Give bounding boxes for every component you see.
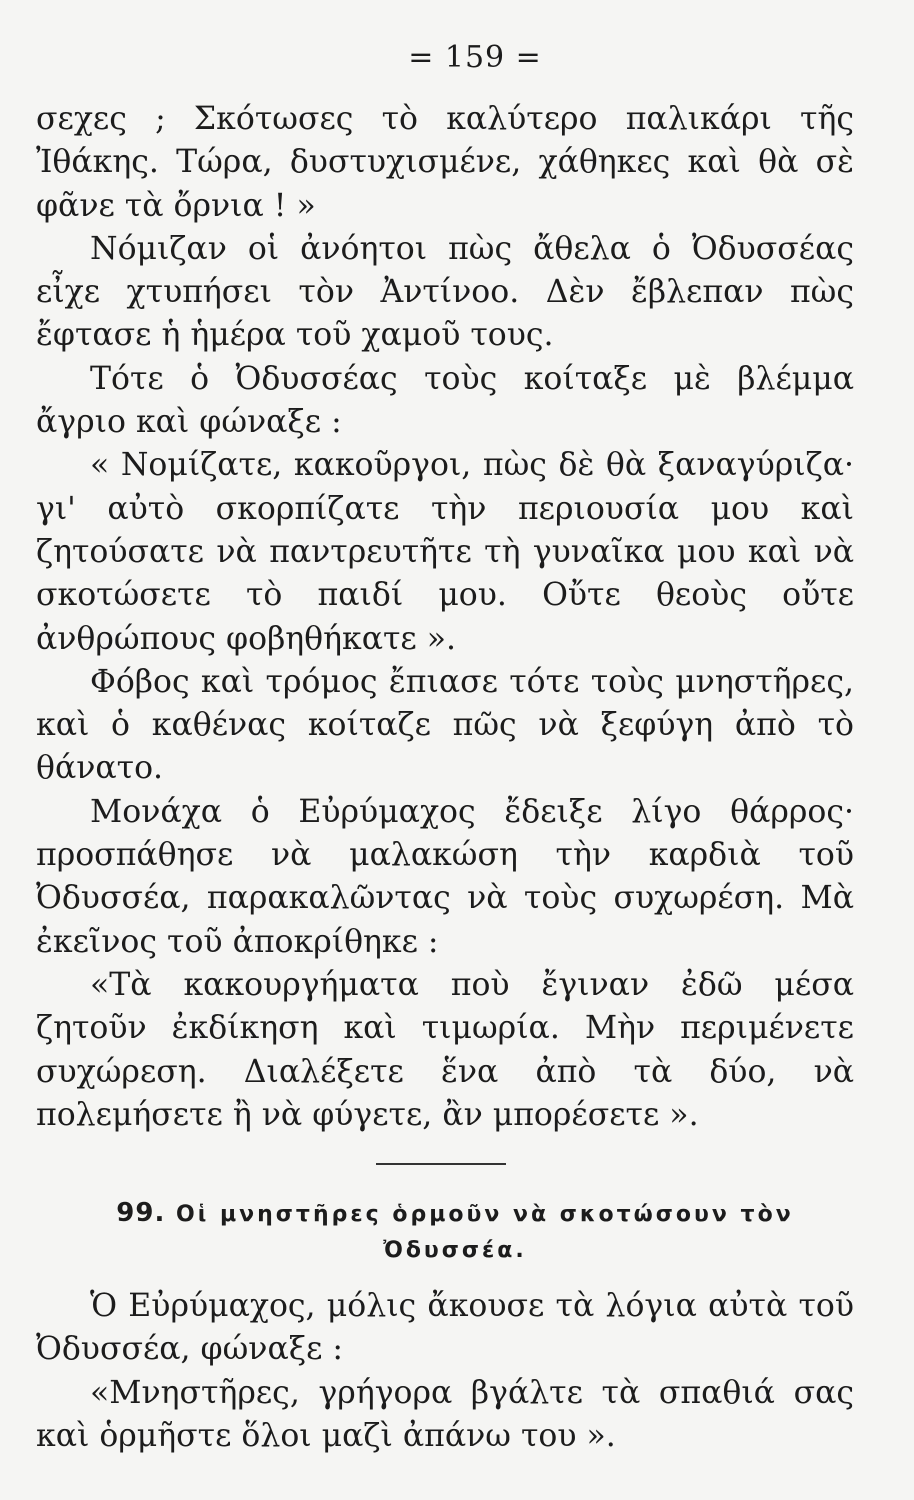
paragraph: « Νομίζατε, κακοῦργοι, πὼς δὲ θὰ ξαναγύριζα· γι' αὐτὸ σκορπίζατε τὴν περιουσία μου καὶ ζητούσατε νὰ παντρευτῆτε τὴ γυναῖκα μου καὶ νὰ σκοτώσετε τὸ παιδί μου. Οὔτε θεοὺς οὔτε ἀνθρώπους φοβηθήκατε ». — [36, 447, 854, 657]
paragraph: Μονάχα ὁ Εὐρύμαχος ἔδειξε λίγο θάρρος· προσπάθησε νὰ μαλακώση τὴν καρδιὰ τοῦ Ὀδυσσέα, παρακαλῶντας νὰ τοὺς συχωρέση. Μὰ ἐκεῖνος τοῦ ἀποκρίθηκε : — [36, 793, 854, 960]
paragraph: «Μνηστῆρες, γρήγορα βγάλτε τὰ σπαθιά σας καὶ ὁρμῆστε ὅλοι μαζὶ ἀπάνω του ». — [36, 1374, 854, 1455]
paragraph: σεχες ; Σκότωσες τὸ καλύτερο παλικάρι τῆς Ἰθάκης. Τώρα, δυστυχισμένε, χάθηκες καὶ θὰ σὲ φᾶνε τὰ ὄρνια ! » — [36, 101, 854, 224]
page-number: = 159 = — [408, 40, 542, 75]
paragraph: Ὁ Εὐρύμαχος, μόλις ἄκουσε τὰ λόγια αὐτὰ τοῦ Ὀδυσσέα, φώναξε : — [36, 1288, 854, 1368]
body-text-top — [36, 98, 854, 1137]
paragraph: Νόμιζαν οἱ ἀνόητοι πὼς ἄθελα ὁ Ὀδυσσέας εἶχε χτυπήσει τὸν Ἀντίνοο. Δὲν ἔβλεπαν πὼς ἔφτασε ἡ ἡμέρα τοῦ χαμοῦ τους. — [36, 230, 854, 354]
section-title: Οἱ μνηστῆρες ὁρμοῦν νὰ σκοτώσουν τὸν Ὀδυσσέα. — [176, 1202, 794, 1264]
paragraph: Τότε ὁ Ὀδυσσέας τοὺς κοίταξε μὲ βλέμμα ἄγριο καὶ φώναξε : — [36, 360, 854, 441]
body-text-bottom — [36, 1285, 854, 1458]
section-number: 99. — [116, 1198, 166, 1229]
paragraph: «Τὰ κακουργήματα ποὺ ἔγιναν ἐδῶ μέσα ζητοῦν ἐκδίκηση καὶ τιμωρία. Μὴν περιμένετε συχώρεση. Διαλέξετε ἕνα ἀπὸ τὰ δύο, νὰ πολεμήσετε ἢ νὰ φύγετε, ἂν μπορέσετε ». — [36, 966, 854, 1133]
section-heading — [36, 1195, 854, 1269]
paragraph: Φόβος καὶ τρόμος ἔπιασε τότε τοὺς μνηστῆρες, καὶ ὁ καθένας κοίταζε πῶς νὰ ξεφύγη ἀπὸ τὸ θάνατο. — [36, 663, 854, 787]
section-divider — [376, 1163, 506, 1165]
